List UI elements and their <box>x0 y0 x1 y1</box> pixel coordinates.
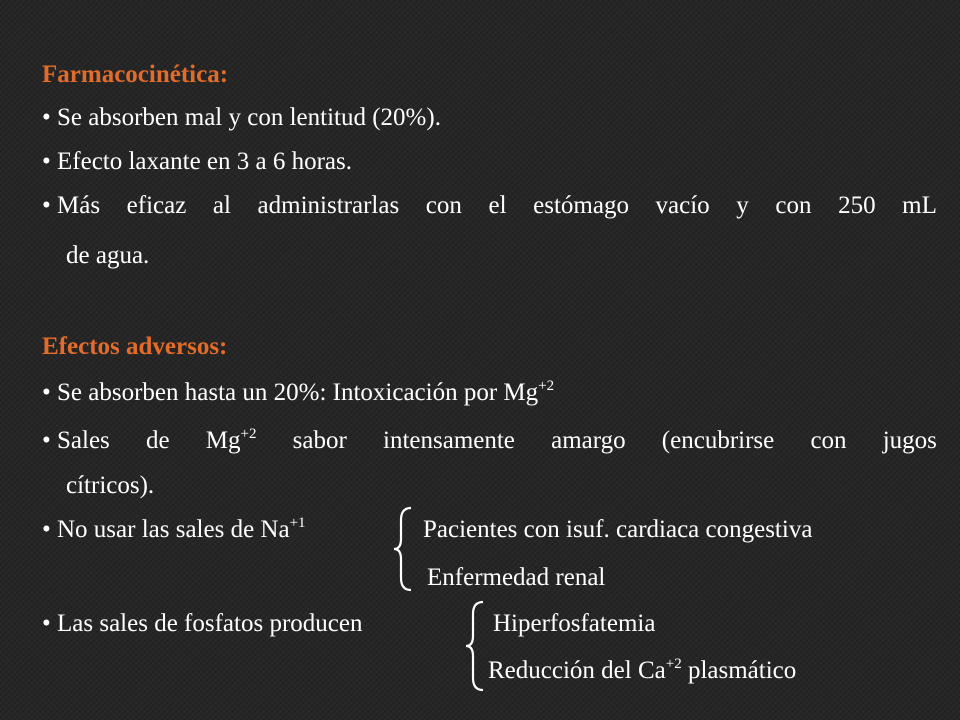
item-reduccion-pre: Reducción del Ca <box>488 657 666 684</box>
bullet-mas-eficaz-continuation: de agua. <box>66 242 150 269</box>
heading-farmacocinetica: Farmacocinética: <box>42 61 229 88</box>
bullet-sales-mg <box>42 426 937 459</box>
word: • Sales <box>42 427 110 454</box>
word: de <box>145 427 170 454</box>
word: eficaz <box>126 192 187 219</box>
word: el <box>488 192 507 219</box>
superscript-charge: +2 <box>665 656 682 672</box>
word: al <box>212 192 231 219</box>
word: con <box>810 427 847 454</box>
word: y <box>736 192 749 219</box>
word-mg <box>206 426 257 459</box>
word: estómago <box>533 192 629 219</box>
bullet-sales-fosfatos: • Las sales de fosfatos producen <box>42 610 363 637</box>
word: • Más <box>42 192 101 219</box>
word: Mg <box>205 427 241 454</box>
word: administrarlas <box>257 192 400 219</box>
left-brace-icon <box>464 600 486 692</box>
word: sabor <box>292 427 347 454</box>
bullet-intoxicacion <box>42 378 554 411</box>
bullet-efecto-laxante: • Efecto laxante en 3 a 6 horas. <box>42 148 353 175</box>
word: vacío <box>655 192 710 219</box>
item-reduccion-post: plasmático <box>681 657 797 684</box>
bullet-absorcion: • Se absorben mal y con lentitud (20%). <box>42 104 441 131</box>
item-reduccion-calcio <box>488 656 796 689</box>
bullet-mas-eficaz <box>42 191 937 221</box>
word: (encubrirse <box>661 427 775 454</box>
superscript-charge: +2 <box>538 378 555 394</box>
bullet-no-usar-sales-na <box>42 515 306 548</box>
word: intensamente <box>383 427 515 454</box>
word: 250 <box>838 192 876 219</box>
word: jugos <box>882 427 937 454</box>
left-brace-icon <box>392 506 414 592</box>
item-enfermedad-renal: Enfermedad renal <box>427 564 606 591</box>
word: con <box>425 192 462 219</box>
bullet-sales-mg-continuation: cítricos). <box>66 472 155 499</box>
word: con <box>775 192 812 219</box>
word: mL <box>902 192 937 219</box>
item-hiperfosfatemia: Hiperfosfatemia <box>493 610 656 637</box>
word: amargo <box>551 427 626 454</box>
heading-efectos-adversos: Efectos adversos: <box>42 333 228 360</box>
bullet-intoxicacion-text: • Se absorben hasta un 20%: Intoxicación por Mg <box>42 379 539 406</box>
item-insuficiencia-cardiaca: Pacientes con isuf. cardiaca congestiva <box>423 516 813 543</box>
superscript-charge: +1 <box>289 515 306 531</box>
bullet-no-usar-text: • No usar las sales de Na <box>42 516 290 543</box>
superscript-charge: +2 <box>240 426 257 442</box>
